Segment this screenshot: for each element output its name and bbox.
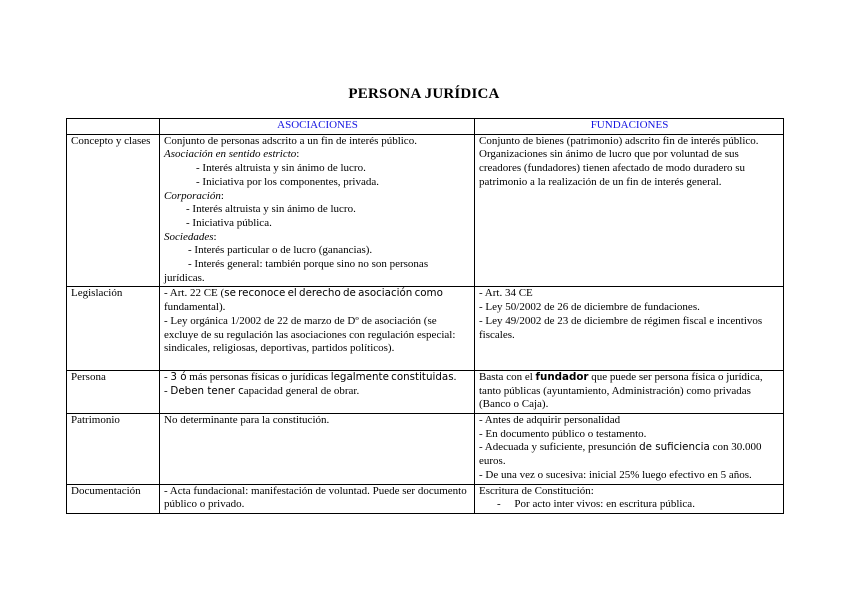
text-fragment: fundamental).	[164, 301, 226, 314]
text-line: - Ley orgánica 1/2002 de 22 de marzo de Dº de asociación (se excluye de su regulación las asociaciones con regulación especial: sindicales, religiosas, deportivas, partidos políticos).	[164, 314, 456, 355]
text-fragment: se reconoce el derecho de asociación como	[224, 287, 443, 300]
text-line: - En documento público o testamento.	[479, 427, 647, 440]
blank-line	[164, 356, 471, 369]
text-fragment: -	[164, 384, 171, 397]
text-line: Conjunto de personas adscrito a un fin de interés público.	[164, 134, 417, 147]
column-header-fundaciones: FUNDACIONES	[475, 119, 784, 135]
text-line	[164, 190, 471, 204]
text-line	[479, 441, 780, 468]
text-line	[164, 231, 471, 245]
table-row	[67, 484, 784, 513]
text-line: - Art. 34 CE	[479, 287, 533, 300]
table-row	[67, 370, 784, 413]
text-fragment: que puede ser persona física o jurídica, tanto públicas (ayuntamiento, Administración) como privadas (Banco o Caja).	[479, 370, 763, 411]
cell-persona-fundaciones	[475, 370, 784, 413]
text-fragment: 3 ó	[170, 370, 187, 383]
text-line: - Interés altruista y sin ánimo de lucro.	[186, 203, 356, 216]
text-fragment: legalmente constituidas	[330, 370, 454, 383]
text-fragment: - Adecuada y suficiente, presunción	[479, 441, 640, 454]
text-line: - De una vez o sucesiva: inicial 25% luego efectivo en 5 años.	[479, 468, 752, 481]
column-header-asociaciones: ASOCIACIONES	[160, 119, 475, 135]
table-header-row	[67, 119, 784, 135]
subtype-heading: Corporación	[164, 189, 221, 202]
row-label-patrimonio: Patrimonio	[67, 414, 160, 485]
text-line: - Por acto inter vivos: en escritura pública.	[497, 498, 695, 511]
text-line: - Antes de adquirir personalidad	[479, 414, 621, 427]
row-label-legislacion: Legislación	[67, 287, 160, 371]
text-line: Escritura de Constitución:	[479, 484, 594, 497]
row-label-persona: Persona	[67, 370, 160, 413]
row-label-documentacion: Documentación	[67, 484, 160, 513]
cell-concepto-asociaciones	[160, 134, 475, 287]
cell-documentacion-fundaciones	[475, 484, 784, 513]
text-line	[479, 371, 780, 412]
text-fragment: :	[213, 230, 217, 243]
text-line: - Interés altruista y sin ánimo de lucro.	[196, 162, 366, 175]
text-line: - Interés general: también porque sino no son personas	[188, 258, 429, 271]
text-line	[164, 371, 471, 385]
text-fragment: .	[453, 370, 457, 383]
table-row	[67, 287, 784, 371]
text-line: Organizaciones sin ánimo de lucro que por voluntad de sus creadores (fundadores) tienen afectado de modo duradero su patrimonio a la realización de un fin de interés general.	[479, 148, 746, 188]
subtype-heading: Asociación en sentido estricto	[164, 148, 297, 161]
text-line: jurídicas.	[164, 271, 205, 284]
text-fragment: Deben tener c	[170, 384, 244, 397]
text-line: - Iniciativa pública.	[186, 216, 272, 229]
cell-patrimonio-fundaciones	[475, 414, 784, 485]
subtype-heading: Sociedades	[164, 230, 214, 243]
page-title: PERSONA JURÍDICA	[348, 86, 500, 102]
text-line	[164, 148, 471, 162]
text-fragment: -	[164, 370, 171, 383]
cell-documentacion-asociaciones	[160, 484, 475, 513]
cell-patrimonio-asociaciones	[160, 414, 475, 485]
text-fragment: apacidad general de obrar.	[243, 384, 360, 397]
text-fragment: :	[220, 189, 224, 202]
text-line	[164, 287, 471, 314]
text-line: - Interés particular o de lucro (ganancias).	[188, 244, 373, 257]
cell-legislacion-fundaciones	[475, 287, 784, 371]
text-fragment: con 30.000 euros.	[479, 441, 762, 468]
text-line: Conjunto de bienes (patrimonio) adscrito fin de interés público.	[479, 134, 759, 147]
text-fragment: - Art. 22 CE (	[164, 287, 225, 300]
table-row	[67, 134, 784, 287]
cell-legislacion-asociaciones	[160, 287, 475, 371]
text-fragment: fundador	[535, 370, 589, 383]
text-line	[164, 385, 471, 399]
comparison-table	[66, 118, 784, 514]
row-label-concepto: Concepto y clases	[67, 134, 160, 287]
text-line: No determinante para la constitución.	[164, 414, 330, 427]
corner-cell	[67, 119, 160, 135]
table-row	[67, 414, 784, 485]
text-fragment: de suficiencia	[639, 441, 710, 454]
text-line: - Iniciativa por los componentes, privada.	[196, 175, 379, 188]
text-line: - Ley 50/2002 de 26 de diciembre de fundaciones.	[479, 301, 700, 314]
cell-concepto-fundaciones	[475, 134, 784, 287]
text-fragment: Basta con el	[479, 370, 536, 383]
cell-persona-asociaciones	[160, 370, 475, 413]
text-fragment: :	[296, 148, 300, 161]
text-line: - Acta fundacional: manifestación de voluntad. Puede ser documento público o privado.	[164, 484, 467, 511]
text-line: - Ley 49/2002 de 23 de diciembre de régimen fiscal e incentivos fiscales.	[479, 314, 763, 341]
text-fragment: más personas físicas o jurídicas	[186, 370, 331, 383]
